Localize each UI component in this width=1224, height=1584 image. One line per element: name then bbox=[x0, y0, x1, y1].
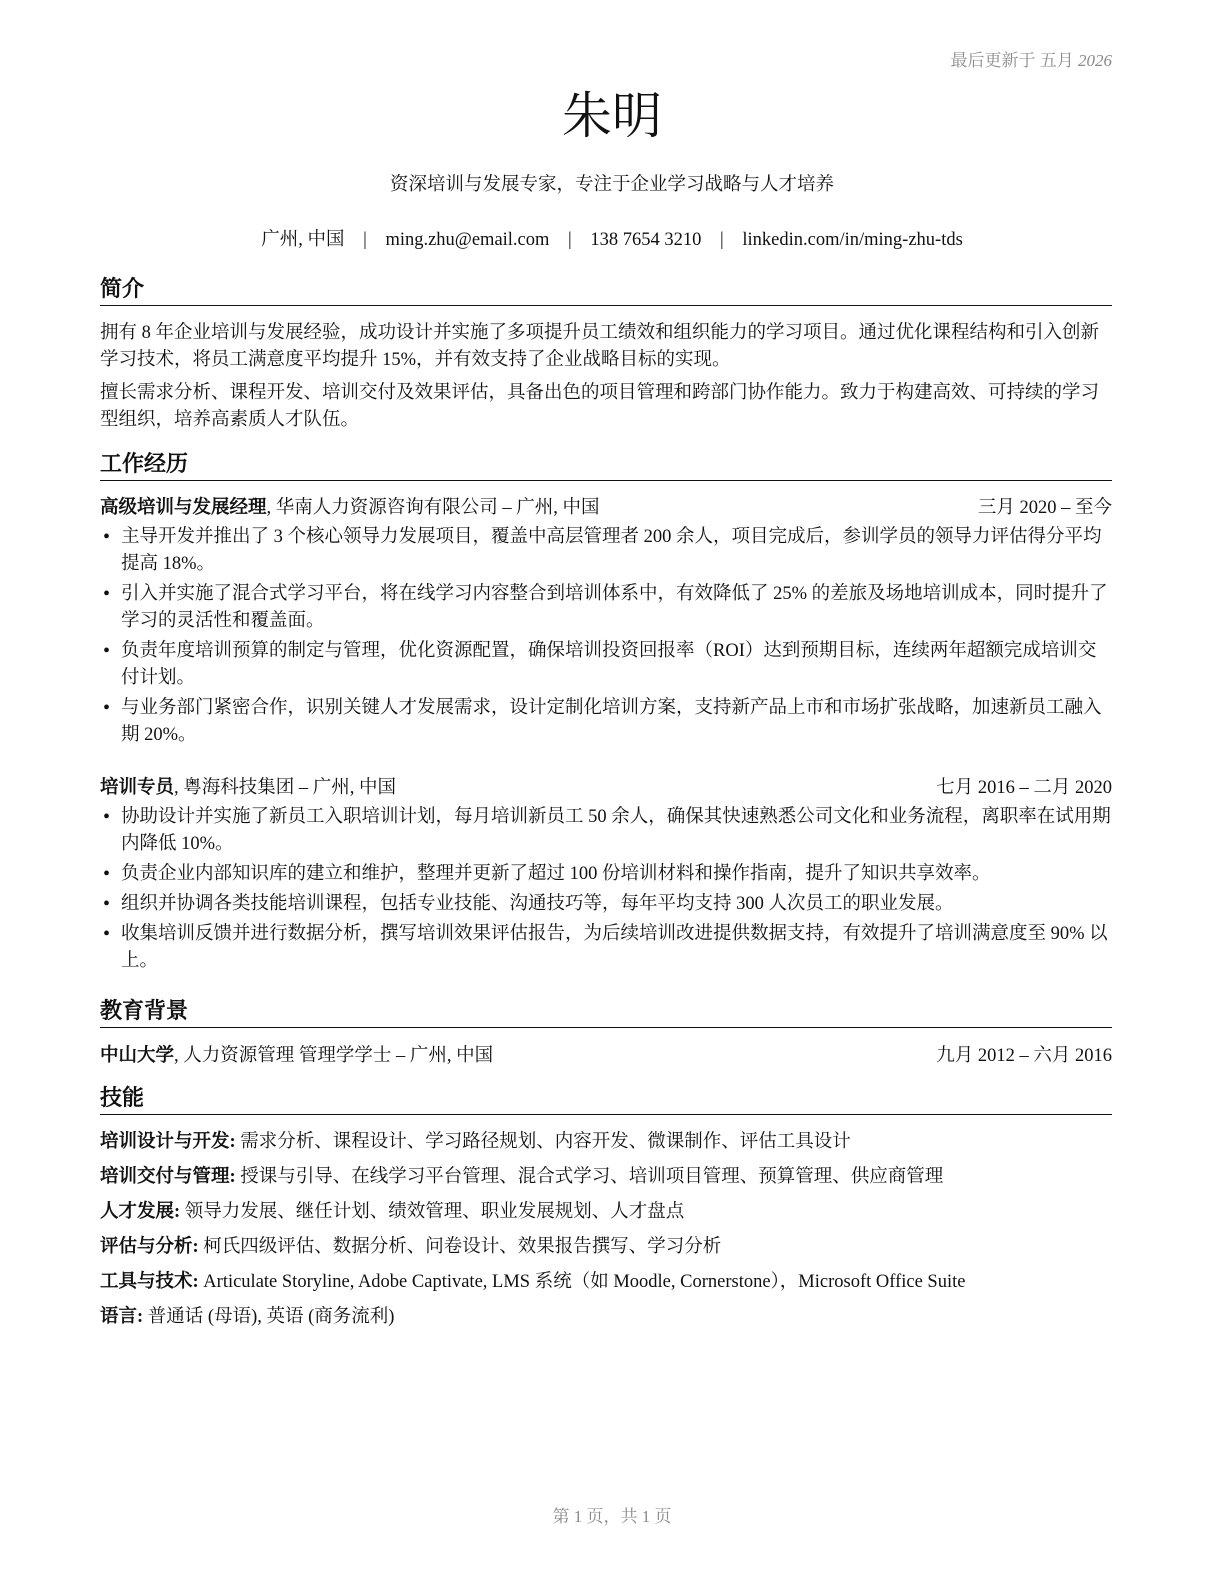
skill-label: 人才发展: bbox=[100, 1202, 181, 1222]
list-item: • 协助设计并实施了新员工入职培训计划，每月培训新员工 50 余人，确保其快速熟悉公司文化和业务流程，离职率在试用期内降低 10%。 bbox=[100, 804, 1112, 858]
contact-separator: | bbox=[720, 230, 724, 250]
summary-paragraph: 擅长需求分析、课程开发、培训交付及效果评估，具备出色的项目管理和跨部门协作能力。致力于构建高效、可持续的学习型组织，培养高素质人才队伍。 bbox=[100, 383, 1100, 430]
education-line bbox=[100, 1042, 493, 1070]
education-school: 中山大学 bbox=[100, 1046, 175, 1066]
list-item: • 与业务部门紧密合作，识别关键人才发展需求，设计定制化培训方案，支持新产品上市和市场扩张战略，加速新员工融入期 20%。 bbox=[100, 695, 1112, 749]
job-org: , 华南人力资源咨询有限公司 – 广州, 中国 bbox=[266, 498, 600, 518]
job-dates: 七月 2016 – 二月 2020 bbox=[936, 778, 1112, 798]
last-updated-year: 2026 bbox=[1078, 51, 1112, 70]
education-dates: 九月 2012 – 六月 2016 bbox=[936, 1046, 1112, 1066]
job-role: 高级培训与发展经理 bbox=[100, 498, 267, 518]
section-title-summary: 简介 bbox=[100, 276, 1112, 306]
list-item: • 引入并实施了混合式学习平台，将在线学习内容整合到培训体系中，有效降低了 25% 的差旅及场地培训成本，同时提升了学习的灵活性和覆盖面。 bbox=[100, 581, 1112, 635]
skill-row bbox=[100, 1195, 1112, 1230]
job-dates: 三月 2020 – 至今 bbox=[977, 498, 1112, 518]
skill-label: 培训交付与管理: bbox=[100, 1167, 236, 1187]
skill-row bbox=[100, 1160, 1112, 1195]
section-title-education: 教育背景 bbox=[100, 998, 1112, 1028]
list-item: • 组织并协调各类技能培训课程，包括专业技能、沟通技巧等，每年平均支持 300 人次员工的职业发展。 bbox=[100, 891, 1112, 918]
job-bullets bbox=[100, 804, 1112, 975]
contact-phone: 138 7654 3210 bbox=[590, 230, 702, 250]
skill-label: 评估与分析: bbox=[100, 1237, 199, 1257]
contact-separator: | bbox=[363, 230, 367, 250]
skill-value: 授课与引导、在线学习平台管理、混合式学习、培训项目管理、预算管理、供应商管理 bbox=[235, 1167, 944, 1187]
skill-row bbox=[100, 1265, 1112, 1300]
job-header bbox=[100, 774, 1112, 802]
education-detail: , 人力资源管理 管理学学士 – 广州, 中国 bbox=[174, 1046, 494, 1066]
skills-list bbox=[100, 1125, 1112, 1335]
job-org: , 粤海科技集团 – 广州, 中国 bbox=[174, 778, 397, 798]
section-title-skills: 技能 bbox=[100, 1085, 1112, 1115]
last-updated-prefix: 最后更新于 bbox=[950, 51, 1036, 70]
contact-line bbox=[0, 225, 1224, 251]
skill-value: 领导力发展、继任计划、绩效管理、职业发展规划、人才盘点 bbox=[180, 1202, 685, 1222]
skill-label: 培训设计与开发: bbox=[100, 1132, 236, 1152]
job-header bbox=[100, 494, 1112, 522]
skill-value: 需求分析、课程设计、学习路径规划、内容开发、微课制作、评估工具设计 bbox=[235, 1132, 851, 1152]
contact-separator: | bbox=[568, 230, 572, 250]
job-title-line bbox=[100, 774, 396, 802]
page-footer: 第 1 页，共 1 页 bbox=[552, 1507, 672, 1526]
job-entry bbox=[100, 494, 1112, 752]
skill-row bbox=[100, 1230, 1112, 1265]
skill-label: 工具与技术: bbox=[100, 1272, 199, 1292]
last-updated-month: 五月 bbox=[1039, 51, 1074, 70]
skill-value: 普通话 (母语), 英语 (商务流利) bbox=[143, 1307, 395, 1327]
skill-row bbox=[100, 1125, 1112, 1160]
education-entry bbox=[100, 1042, 1112, 1070]
section-title-experience: 工作经历 bbox=[100, 451, 1112, 481]
job-entry bbox=[100, 774, 1112, 978]
contact-location: 广州, 中国 bbox=[261, 230, 345, 250]
contact-email[interactable]: ming.zhu@email.com bbox=[385, 230, 550, 250]
skill-value: Articulate Storyline, Adobe Captivate, LMS 系统（如 Moodle, Cornerstone），Microsoft Office Suite bbox=[198, 1272, 966, 1292]
headline: 资深培训与发展专家，专注于企业学习战略与人才培养 bbox=[389, 175, 834, 195]
list-item: • 负责年度培训预算的制定与管理，优化资源配置，确保培训投资回报率（ROI）达到预期目标，连续两年超额完成培训交付计划。 bbox=[100, 638, 1112, 692]
list-item: • 主导开发并推出了 3 个核心领导力发展项目，覆盖中高层管理者 200 余人，项目完成后，参训学员的领导力评估得分平均提高 18%。 bbox=[100, 524, 1112, 578]
skill-value: 柯氏四级评估、数据分析、问卷设计、效果报告撰写、学习分析 bbox=[198, 1237, 722, 1257]
summary-block bbox=[100, 320, 1112, 440]
job-bullets bbox=[100, 524, 1112, 749]
skill-row bbox=[100, 1300, 1112, 1335]
job-role: 培训专员 bbox=[100, 778, 175, 798]
education-header bbox=[100, 1042, 1112, 1070]
list-item: • 负责企业内部知识库的建立和维护，整理并更新了超过 100 份培训材料和操作指南，提升了知识共享效率。 bbox=[100, 861, 1112, 888]
summary-paragraph: 拥有 8 年企业培训与发展经验，成功设计并实施了多项提升员工绩效和组织能力的学习项目。通过优化课程结构和引入创新学习技术，将员工满意度平均提升 15%，并有效支持了企业战略目标的实现。 bbox=[100, 323, 1100, 370]
contact-linkedin[interactable]: linkedin.com/in/ming-zhu-tds bbox=[742, 230, 963, 250]
last-updated bbox=[951, 46, 1113, 71]
job-title-line bbox=[100, 494, 600, 522]
list-item: • 收集培训反馈并进行数据分析，撰写培训效果评估报告，为后续培训改进提供数据支持，有效提升了培训满意度至 90% 以上。 bbox=[100, 921, 1112, 975]
candidate-name: 朱明 bbox=[562, 87, 662, 145]
skill-label: 语言: bbox=[100, 1307, 144, 1327]
